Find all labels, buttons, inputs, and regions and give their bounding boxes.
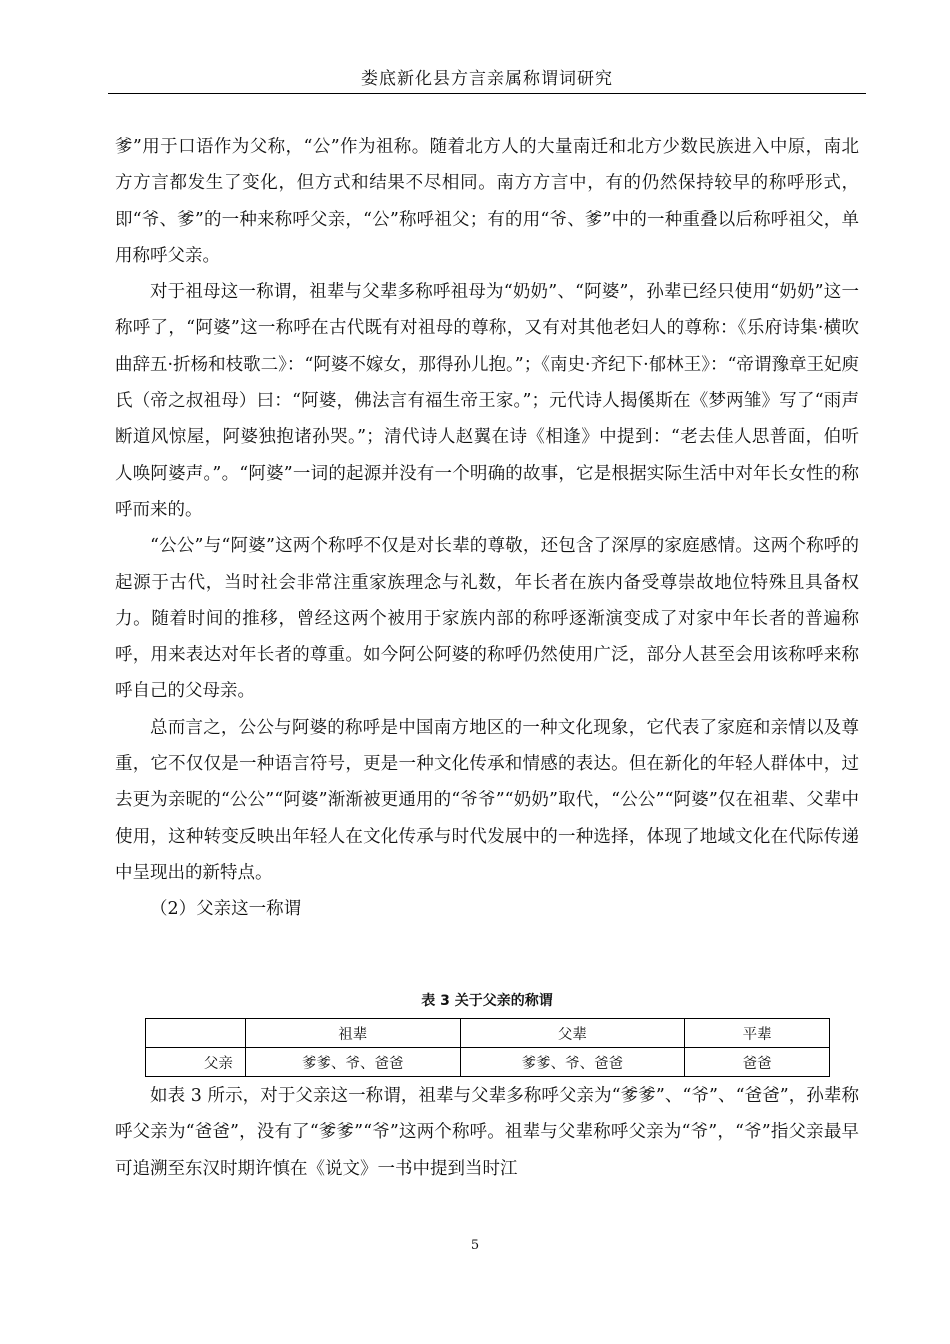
table-row [146, 1048, 830, 1077]
paragraph-table-analysis: 如表 3 所示，对于父亲这一称谓，祖辈与父辈多称呼父亲为“爹爹”、“爷”、“爸爸”，孙辈称呼父亲为“爸爸”，没有了“爹爹”“爷”这两个称呼。祖辈与父辈称呼父亲为“爷”，“爷”指父亲最早可追溯至东汉时期许慎在《说文》一书中提到当时江 [115, 1086, 859, 1179]
table-cell: 爹爹、爷、爸爸 [460, 1048, 685, 1077]
table-header-cell: 平辈 [685, 1019, 830, 1048]
paragraph-continuation: 爹”用于口语作为父称，“公”作为祖称。随着北方人的大量南迁和北方少数民族进入中原，南北方方言都发生了变化，但方式和结果不尽相同。南方方言中，有的仍然保持较早的称呼形式，即“爷、爹”的一种来称呼父亲，“公”称呼祖父；有的用“爷、爹”中的一种重叠以后称呼祖父，单用称呼父亲。 [115, 137, 859, 266]
page-number: 5 [470, 1238, 480, 1253]
table-header-cell [146, 1019, 246, 1048]
table-header-row [146, 1019, 830, 1048]
table-header-cell: 祖辈 [245, 1019, 460, 1048]
kinship-term-table [145, 1018, 830, 1077]
table-cell: 爸爸 [685, 1048, 830, 1077]
table-caption: 表 3 关于父亲的称谓 [421, 993, 553, 1009]
table-row-label: 父亲 [146, 1048, 246, 1077]
paragraph-grandmother: 对于祖母这一称谓，祖辈与父辈多称呼祖母为“奶奶”、“阿婆”，孙辈已经只使用“奶奶”这一称呼了，“阿婆”这一称呼在古代既有对祖母的尊称，又有对其他老妇人的尊称：《乐府诗集·横吹曲辞五·折杨和枝歌二》：“阿婆不嫁女，那得孙儿抱。”；《南史·齐纪下·郁林王》：“帝谓豫章王妃庾氏（帝之叔祖母）曰：“阿婆，佛法言有福生帝王家。”；元代诗人揭傒斯在《梦两雏》写了“雨声断道风惊屋，阿婆独抱诸孙哭。”；清代诗人赵翼在诗《相逢》中提到：“老去佳人思普面，伯听人唤阿婆声。”。“阿婆”一词的起源并没有一个明确的故事，它是根据实际生活中对年长女性的称呼而来的。 [115, 282, 859, 520]
paragraph-gonggong-apo: “公公”与“阿婆”这两个称呼不仅是对长辈的尊敬，还包含了深厚的家庭感情。这两个称呼的起源于古代，当时社会非常注重家族理念与礼数，年长者在族内备受尊崇故地位特殊且具备权力。随着时间的推移，曾经这两个被用于家族内部的称呼逐渐演变成了对家中年长者的普遍称呼，用来表达对年长者的尊重。如今阿公阿婆的称呼仍然使用广泛，部分人甚至会用该称呼来称呼自己的父母亲。 [115, 536, 859, 702]
running-header-title: 娄底新化县方言亲属称谓词研究 [361, 69, 613, 89]
table-header-cell: 父辈 [460, 1019, 685, 1048]
header-divider [108, 93, 866, 94]
paragraph-summary: 总而言之，公公与阿婆的称呼是中国南方地区的一种文化现象，它代表了家庭和亲情以及尊重，它不仅仅是一种语言符号，更是一种文化传承和情感的表达。但在新化的年轻人群体中，过去更为亲昵的“公公”“阿婆”渐渐被更通用的“爷爷”“奶奶”取代，“公公”“阿婆”仅在祖辈、父辈中使用，这种转变反映出年轻人在文化传承与时代发展中的一种选择，体现了地域文化在代际传递中呈现出的新特点。 [115, 717, 859, 883]
post-table-text [115, 1078, 859, 1187]
table-cell: 爹爹、爷、爸爸 [245, 1048, 460, 1077]
section-heading-father: （2）父亲这一称谓 [150, 899, 302, 920]
main-body-text [115, 129, 859, 928]
